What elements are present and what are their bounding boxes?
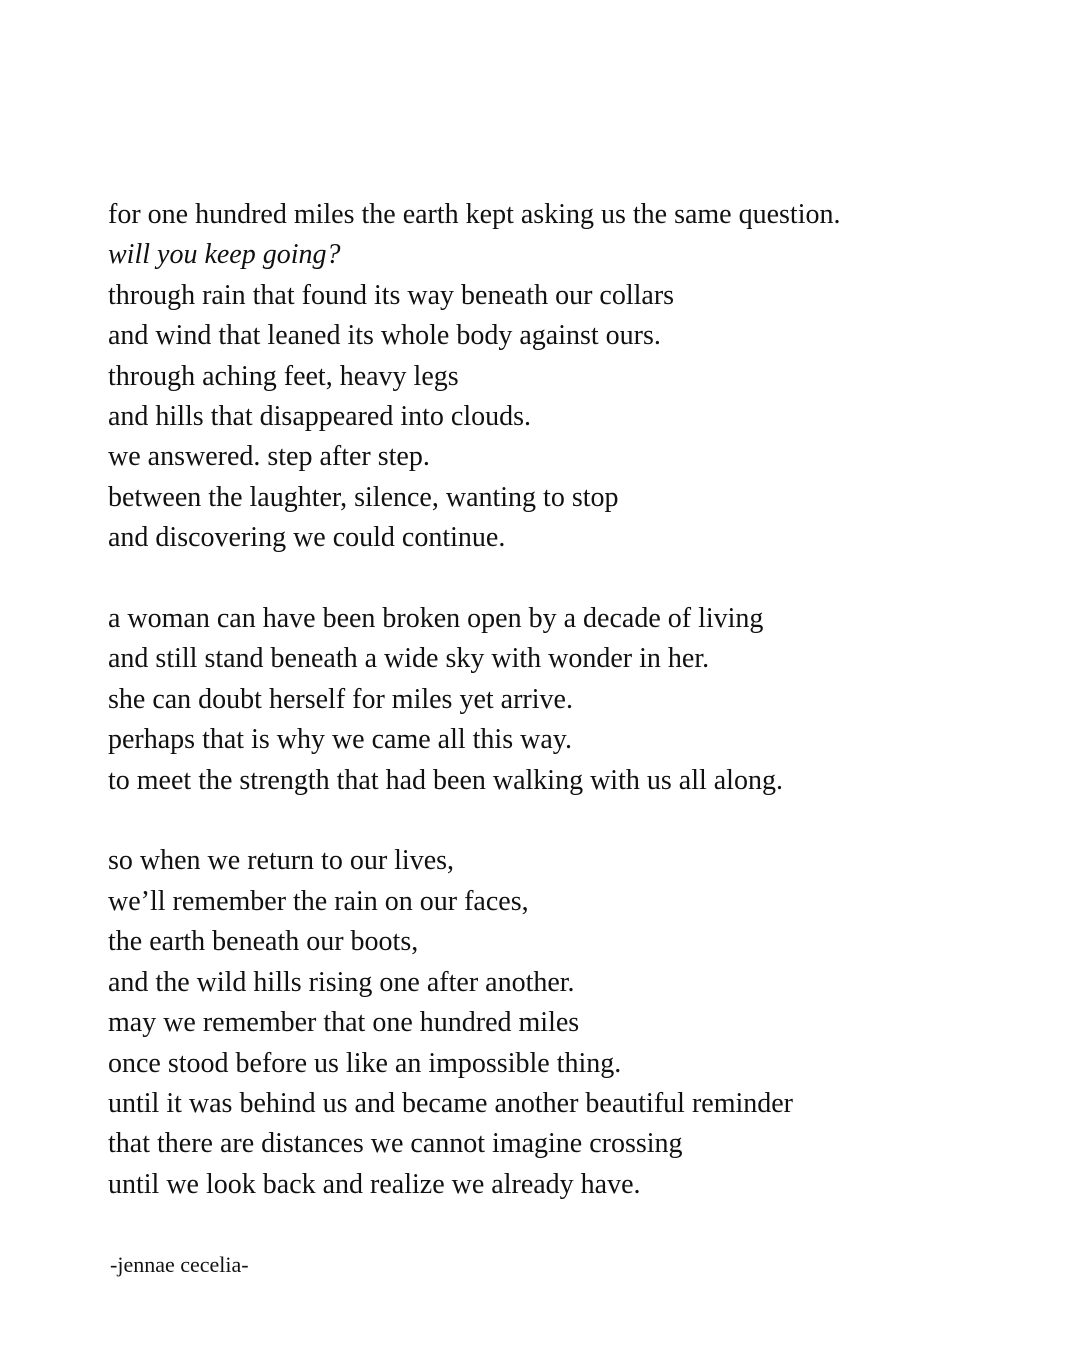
poem bbox=[108, 195, 1008, 1246]
stanza-3 bbox=[108, 841, 1008, 1205]
poem-line: and hills that disappeared into clouds. bbox=[108, 401, 532, 433]
author-signature: -jennae cecelia- bbox=[110, 1252, 249, 1277]
poem-line-italic: will you keep going? bbox=[108, 239, 341, 271]
poem-line: we answered. step after step. bbox=[108, 441, 430, 473]
poem-line: until we look back and realize we already have. bbox=[108, 1168, 641, 1200]
poem-line: until it was behind us and became another beautiful reminder bbox=[108, 1087, 794, 1119]
stanza-1 bbox=[108, 195, 1008, 559]
poem-line: she can doubt herself for miles yet arrive. bbox=[108, 683, 573, 715]
poem-line: and still stand beneath a wide sky with wonder in her. bbox=[108, 643, 710, 675]
poem-line: may we remember that one hundred miles bbox=[108, 1007, 580, 1039]
poem-line: to meet the strength that had been walking with us all along. bbox=[108, 764, 783, 796]
poem-line: for one hundred miles the earth kept asking us the same question. bbox=[108, 199, 841, 230]
poem-line: perhaps that is why we came all this way. bbox=[108, 724, 572, 756]
poem-line: so when we return to our lives, bbox=[108, 845, 455, 877]
poem-line: and the wild hills rising one after another. bbox=[108, 966, 575, 998]
poem-line: and wind that leaned its whole body against ours. bbox=[108, 320, 661, 352]
poem-line: a woman can have been broken open by a decade of living bbox=[108, 603, 764, 635]
stanza-2 bbox=[108, 599, 1008, 801]
poem-line: that there are distances we cannot imagine crossing bbox=[108, 1128, 683, 1160]
poem-line: between the laughter, silence, wanting to stop bbox=[108, 481, 619, 513]
poem-line: through rain that found its way beneath our collars bbox=[108, 279, 675, 311]
poem-line: and discovering we could continue. bbox=[108, 522, 506, 554]
poem-line: once stood before us like an impossible thing. bbox=[108, 1047, 622, 1079]
poem-line: through aching feet, heavy legs bbox=[108, 360, 459, 392]
poem-line: the earth beneath our boots, bbox=[108, 926, 419, 958]
poem-line: we’ll remember the rain on our faces, bbox=[108, 885, 529, 917]
